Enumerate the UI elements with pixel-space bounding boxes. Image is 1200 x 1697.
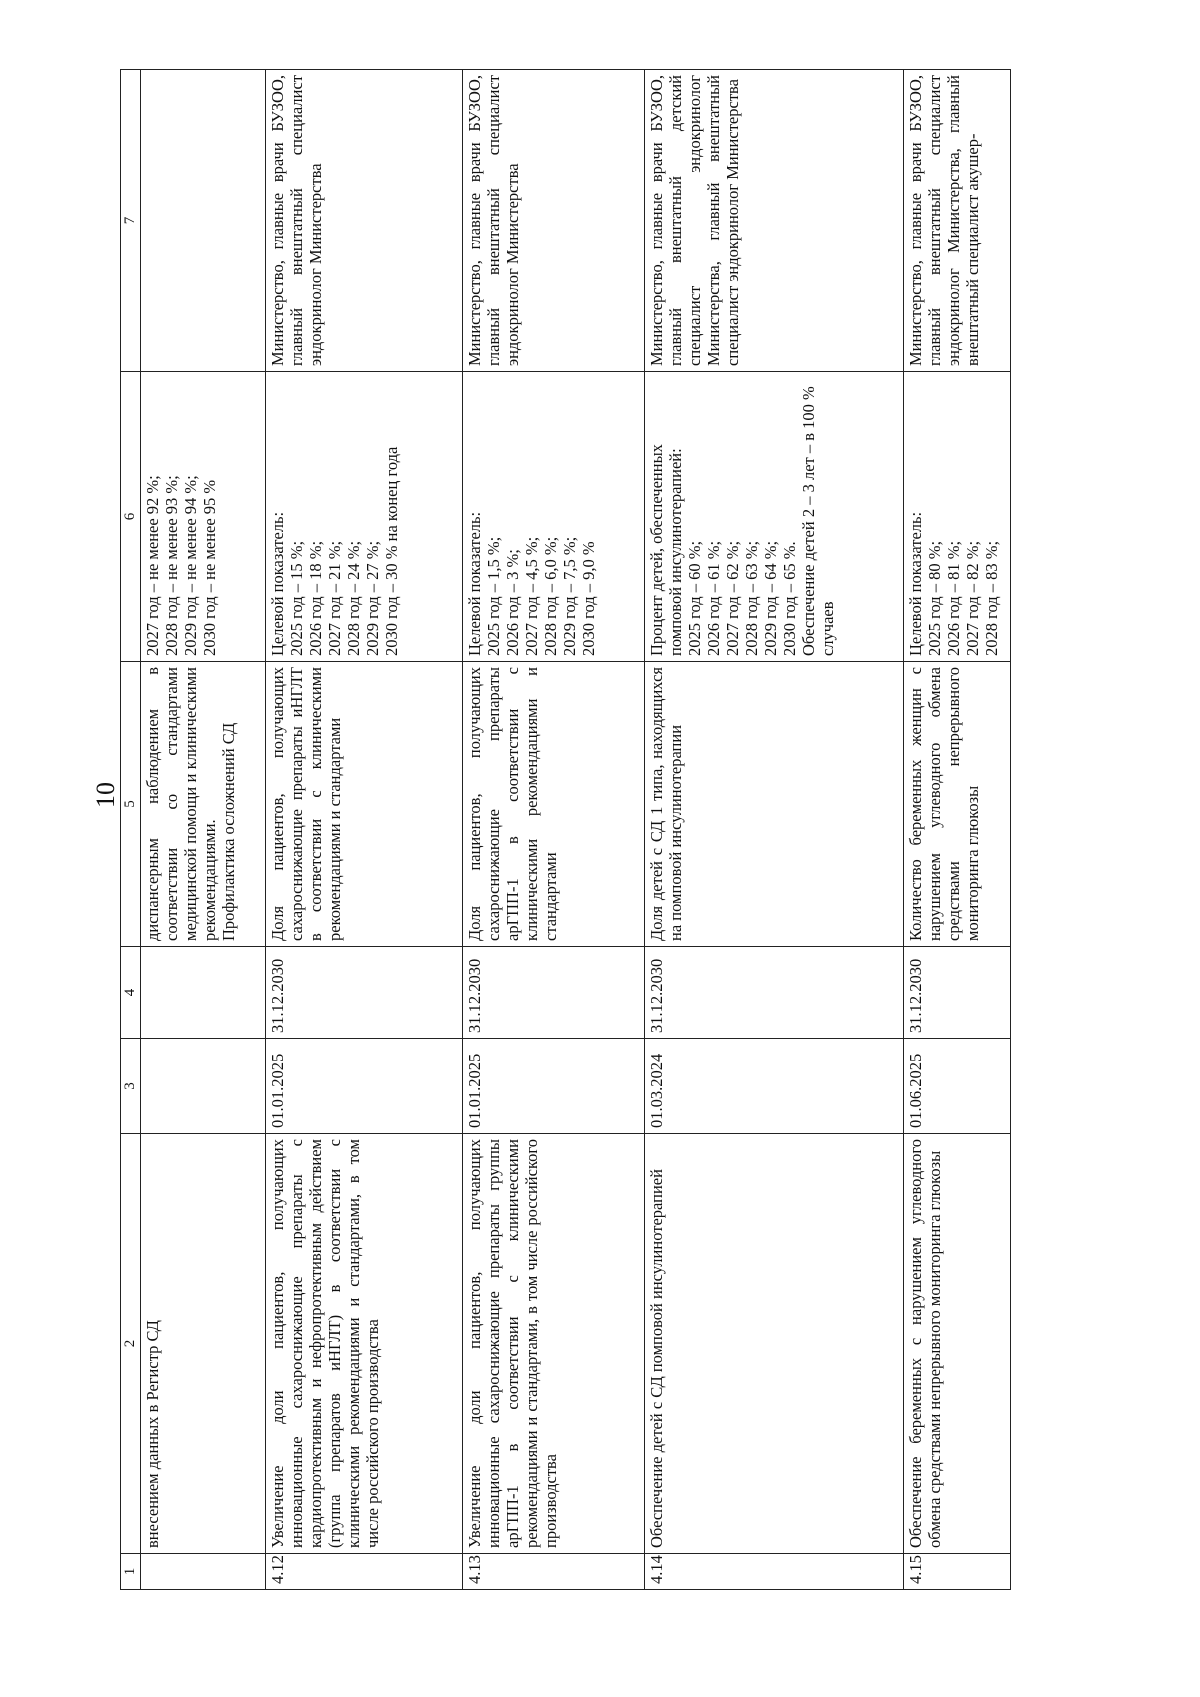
- cell-start: [141, 1039, 266, 1134]
- header-col-7: 7: [121, 70, 141, 372]
- table-header-row: [121, 70, 141, 1590]
- cell-num: 4.14: [645, 1554, 904, 1590]
- header-col-3: 3: [121, 1039, 141, 1134]
- header-col-6: 6: [121, 372, 141, 662]
- rotated-table-container: [120, 70, 1080, 1590]
- cell-indicator: диспансерным наблюдением в соответствии со стандартами медицинской помощи и клиническими рекомендациями. Профилактика осложнений СД: [141, 662, 266, 947]
- cell-indicator: Доля детей с СД 1 типа, находящихся на помповой инсулинотерапии: [645, 662, 904, 947]
- table-row: [645, 70, 904, 1590]
- cell-event: Обеспечение беременных с нарушением углеводного обмена средствами непрерывного мониторинга глюкозы: [904, 1134, 1011, 1554]
- cell-num: 4.15: [904, 1554, 1011, 1590]
- events-table: [120, 69, 1011, 1590]
- cell-result: Целевой показатель: 2025 год – 80 %; 2026 год – 81 %; 2027 год – 82 %; 2028 год – 83 %;: [904, 372, 1011, 662]
- cell-result: Процент детей, обеспеченных помповой инсулинотерапией: 2025 год – 60 %; 2026 год – 61 %; 2027 год – 62 %; 2028 год – 63 %; 2029 год – 64 %; 2030 год – 65 %. Обеспечение детей 2 – 3 лет – в 100 % случаев: [645, 372, 904, 662]
- cell-start: 01.01.2025: [266, 1039, 463, 1134]
- cell-end: [141, 947, 266, 1039]
- cell-result: Целевой показатель: 2025 год – 1,5 %; 2026 год – 3 %; 2027 год – 4,5 %; 2028 год – 6,0 %; 2029 год – 7,5 %; 2030 год – 9,0 %: [463, 372, 645, 662]
- cell-start: 01.06.2025: [904, 1039, 1011, 1134]
- cell-result: 2027 год – не менее 92 %; 2028 год – не менее 93 %; 2029 год – не менее 94 %; 2030 год – не менее 95 %: [141, 372, 266, 662]
- table-row: [266, 70, 463, 1590]
- cell-indicator: Доля пациентов, получающих сахароснижающие препараты иНГЛТ в соответствии с клиническими рекомендациями и стандартами: [266, 662, 463, 947]
- cell-num: 4.13: [463, 1554, 645, 1590]
- header-col-4: 4: [121, 947, 141, 1039]
- cell-start: 01.01.2025: [463, 1039, 645, 1134]
- cell-responsible: [141, 70, 266, 372]
- table-row: [463, 70, 645, 1590]
- cell-end: 31.12.2030: [266, 947, 463, 1039]
- cell-indicator: Количество беременных женщин с нарушением углеводного обмена средствами непрерывного мониторинга глюкозы: [904, 662, 1011, 947]
- cell-num: 4.12: [266, 1554, 463, 1590]
- cell-responsible: Министерство, главные врачи БУЗОО, главный внештатный специалист эндокринолог Министерства: [463, 70, 645, 372]
- cell-event: Увеличение доли пациентов, получающих инновационные сахароснижающие препараты группы арГПП-1 в соответствии с клиническими рекомендациями и стандартами, в том числе российского производства: [463, 1134, 645, 1554]
- cell-responsible: Министерство, главные врачи БУЗОО, главный внештатный детский специалист эндокринолог Министерства, главный внештатный специалист эндокринолог Министерства: [645, 70, 904, 372]
- cell-end: 31.12.2030: [904, 947, 1011, 1039]
- cell-end: 31.12.2030: [463, 947, 645, 1039]
- cell-event: внесением данных в Регистр СД: [141, 1134, 266, 1554]
- cell-num: [141, 1554, 266, 1590]
- cell-event: Обеспечение детей с СД помповой инсулинотерапией: [645, 1134, 904, 1554]
- cell-responsible: Министерство, главные врачи БУЗОО, главный внештатный специалист эндокринолог Министерства, главный внештатный специалист акушер-: [904, 70, 1011, 372]
- cell-end: 31.12.2030: [645, 947, 904, 1039]
- cell-start: 01.03.2024: [645, 1039, 904, 1134]
- table-row: [141, 70, 266, 1590]
- cell-responsible: Министерство, главные врачи БУЗОО, главный внештатный специалист эндокринолог Министерства: [266, 70, 463, 372]
- cell-event: Увеличение доли пациентов, получающих инновационные сахароснижающие препараты с кардиопротективным и нефропротективным действием (группа препаратов иНГЛТ) в соответствии с клиническими рекомендациями и стандартами, в том числе российского производства: [266, 1134, 463, 1554]
- table-row: [904, 70, 1011, 1590]
- cell-result: Целевой показатель: 2025 год – 15 %; 2026 год – 18 %; 2027 год – 21 %; 2028 год – 24 %; 2029 год – 27 %; 2030 год – 30 % на конец года: [266, 372, 463, 662]
- page-number: 10: [91, 782, 120, 808]
- header-col-5: 5: [121, 662, 141, 947]
- header-col-1: 1: [121, 1554, 141, 1590]
- cell-indicator: Доля пациентов, получающих сахароснижающие препараты арГПП-1 в соответствии с клиническими рекомендациями и стандартами: [463, 662, 645, 947]
- header-col-2: 2: [121, 1134, 141, 1554]
